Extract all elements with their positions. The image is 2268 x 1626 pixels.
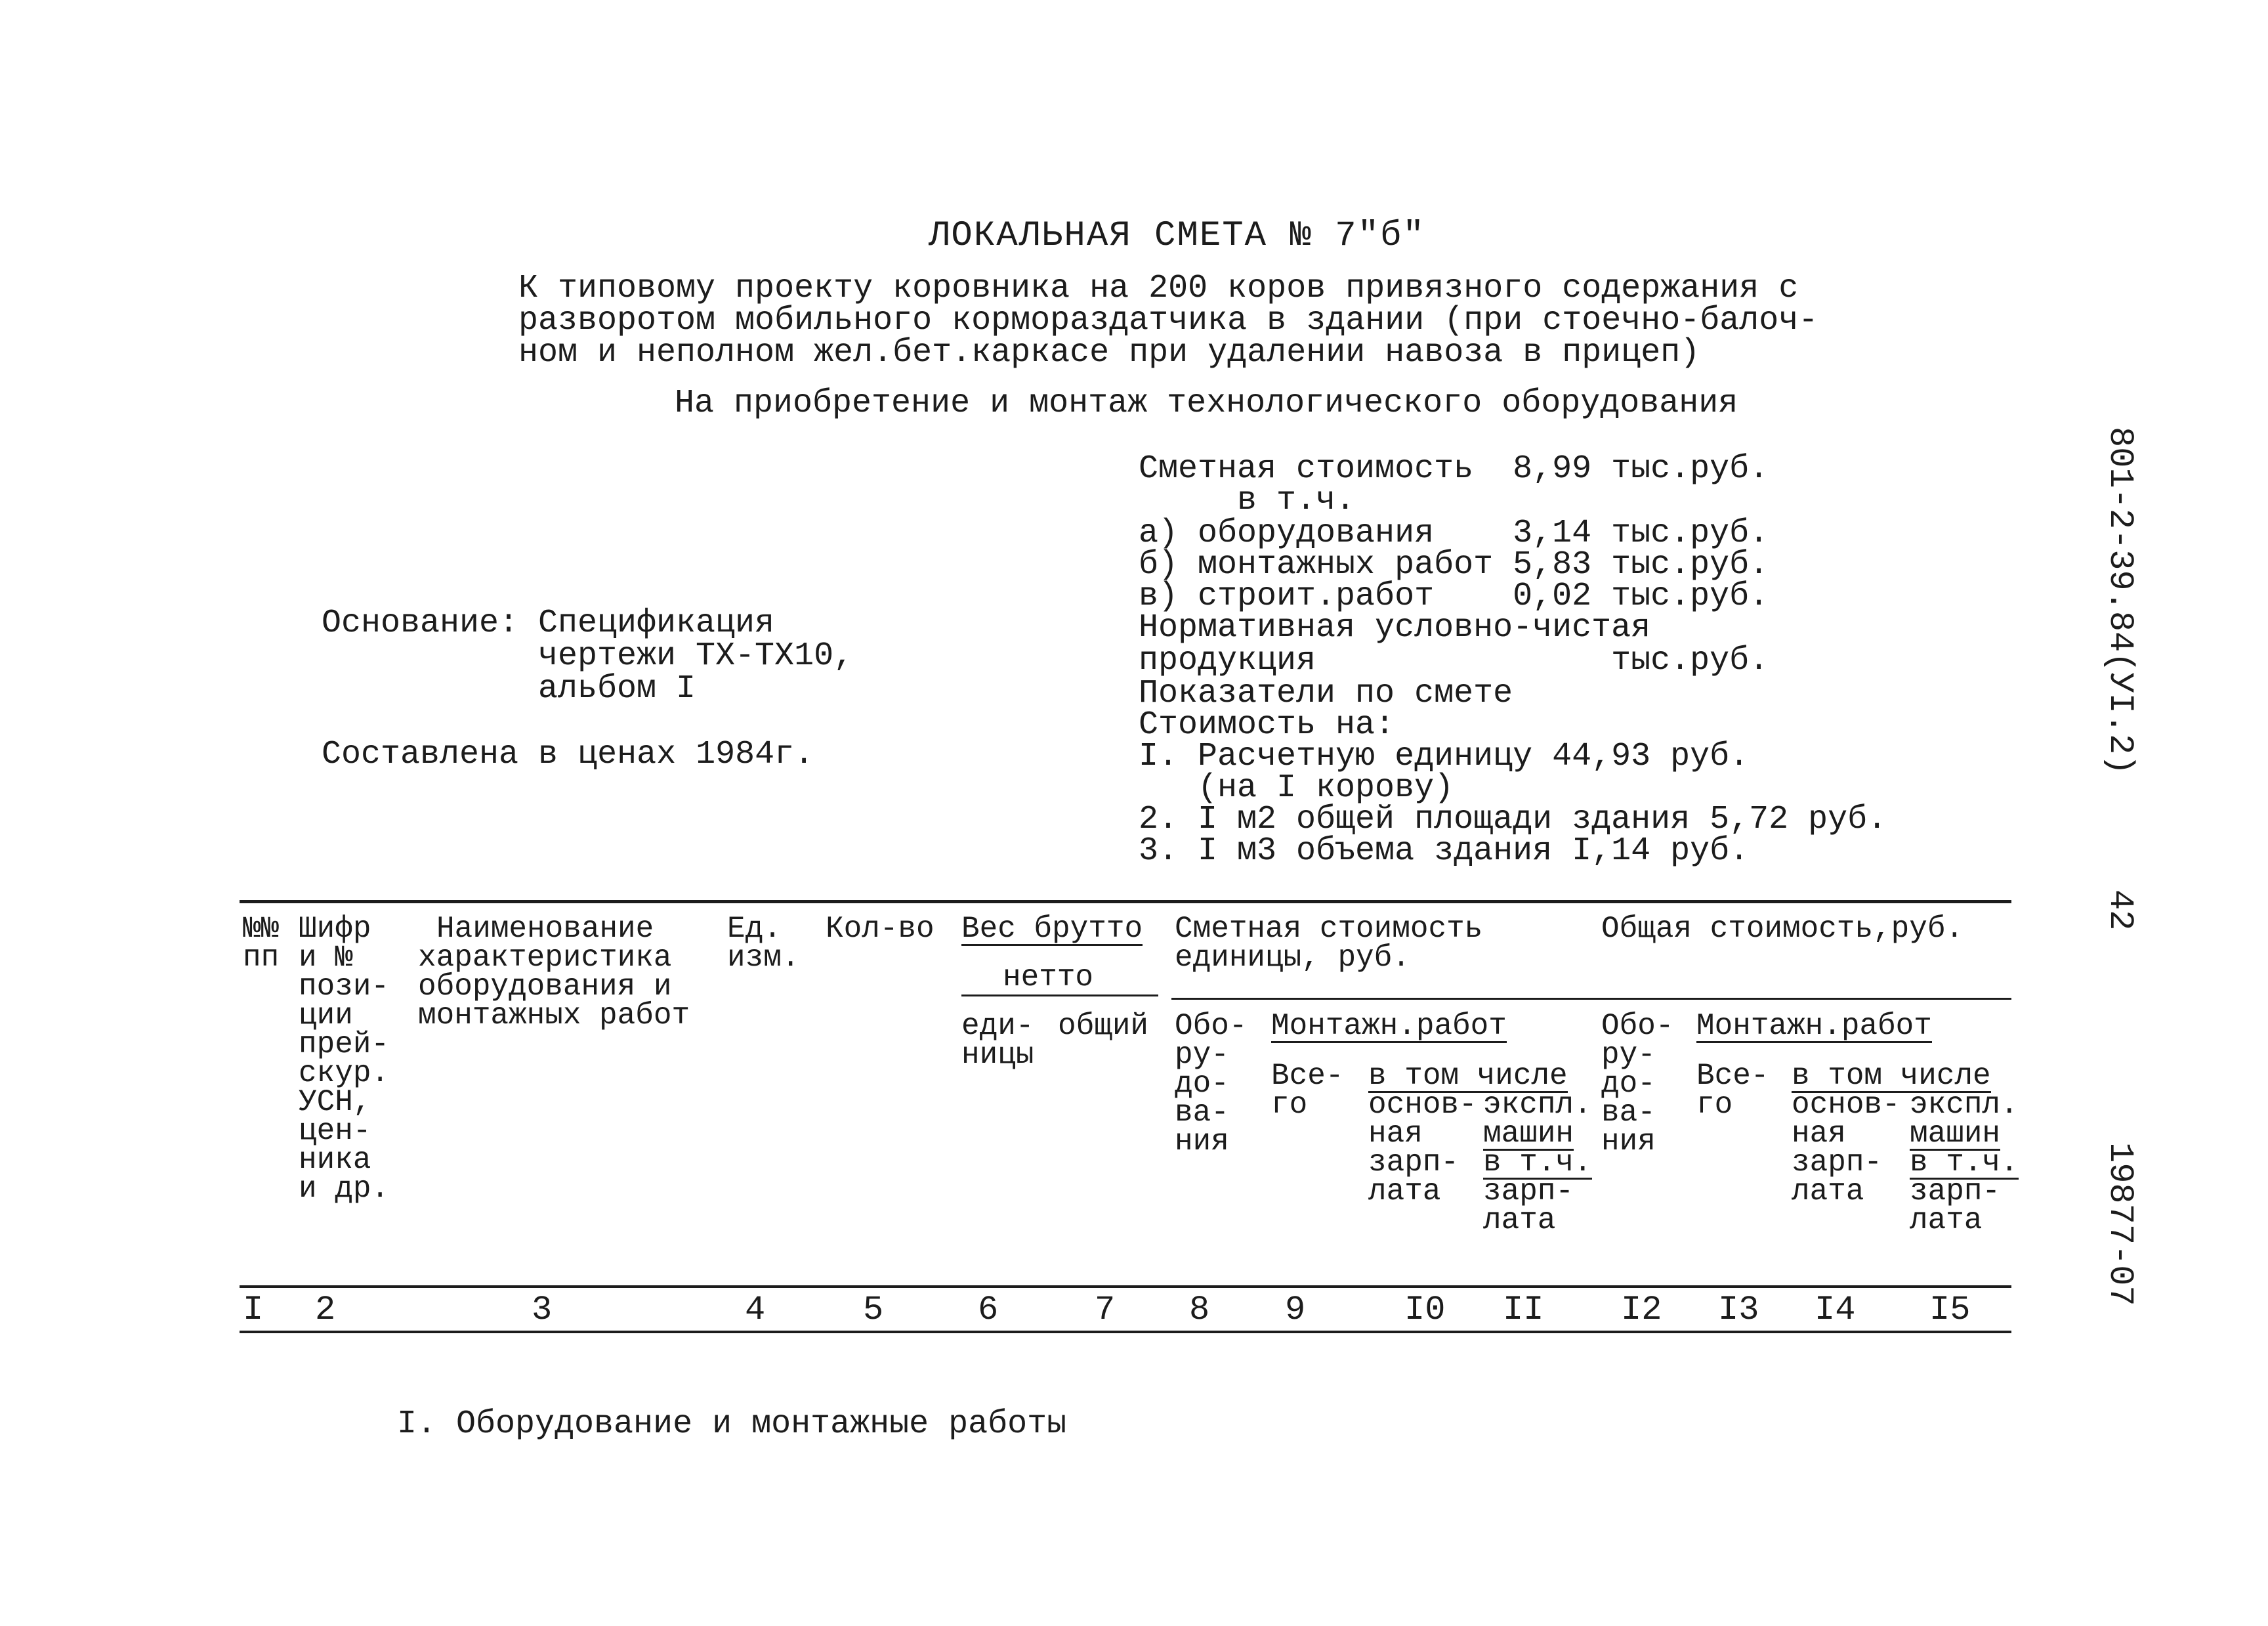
header-equipment-total: ва- [1601,1096,1656,1130]
header-col-code: и № [299,941,353,975]
header-col-name: оборудования и [418,970,672,1004]
header-equipment-total: Обо- [1601,1009,1674,1043]
header-bottom-rule [240,1285,2011,1288]
header-base-pay: зарп- [1368,1145,1460,1180]
cost-line: а) оборудования 3,14 тыс.руб. [1139,515,1769,552]
header-machines-2: в т.ч. [1910,1145,2019,1180]
header-weight-unit: ницы [961,1038,1034,1072]
header-weight-unit: еди- [961,1009,1034,1043]
header-total-cost: Общая стоимость,руб. [1601,912,1964,946]
document-title: ЛОКАЛЬНАЯ СМЕТА № 7"б" [929,216,1425,256]
header-base-pay: ная [1368,1117,1423,1151]
header-machines: экспл. [1483,1088,1592,1122]
header-col-code: Шифр [299,912,371,946]
header-base-pay-2: лата [1792,1174,1864,1209]
subtitle-line-1: К типовому проекту коровника на 200 коров привязного содержания с [518,270,1799,307]
basis-label: Основание: [322,605,519,642]
subtitle-line-3: ном и неполном жел.бет.каркасе при удалении навоза в прицеп) [518,334,1700,372]
basis-line: альбом I [538,670,696,708]
cost-line: Показатели по смете [1139,675,1513,712]
column-number: 3 [532,1291,553,1329]
header-machines: зарп- [1483,1174,1574,1209]
column-number: I0 [1404,1291,1446,1329]
header-col-code: ника [299,1143,371,1177]
numbers-bottom-rule [240,1331,2011,1333]
header-mounting-total: Монтажн.работ [1696,1009,1932,1043]
header-total-all: Все- [1271,1059,1344,1093]
header-col-code: пози- [299,970,390,1004]
header-machines-2: зарп- [1910,1174,2001,1209]
cost-line: в т.ч. [1139,482,1356,519]
header-total-all-2: го [1696,1088,1733,1122]
header-base-pay-2: основ- [1792,1088,1900,1122]
header-col-code: прей- [299,1027,390,1061]
header-col-qty: Кол-во [826,912,934,946]
cost-line: 3. I м3 объема здания I,14 руб. [1139,832,1750,870]
header-equipment-total: ру- [1601,1038,1656,1072]
column-number: 9 [1285,1291,1306,1329]
cost-line: 2. I м2 общей площади здания 5,72 руб. [1139,801,1887,838]
column-number: 2 [315,1291,336,1329]
cost-line: (на I корову) [1139,769,1454,807]
cost-line: Стоимость на: [1139,706,1395,744]
column-number: 5 [863,1291,884,1329]
header-col-code: УСН, [299,1085,371,1119]
header-mounting: Монтажн.работ [1271,1009,1507,1043]
header-base-pay-2: ная [1792,1117,1846,1151]
header-equipment: ва- [1175,1096,1229,1130]
project-code: 801-2-39.84(УI.2) [2101,427,2139,775]
header-machines-2: экспл. [1910,1088,2019,1122]
header-weight-gross: Вес брутто [961,912,1143,946]
header-col-code: ции [299,998,353,1033]
header-col-number: №№ [243,912,280,946]
header-total-all-2: Все- [1696,1059,1769,1093]
header-col-number: пп [243,941,280,975]
header-col-code: скур. [299,1056,390,1090]
header-equipment-total: до- [1601,1067,1656,1101]
header-base-pay: лата [1368,1174,1441,1209]
header-weight-total: общий [1058,1009,1149,1043]
header-total-all: го [1271,1088,1308,1122]
column-number: 6 [978,1291,999,1329]
header-incl: в том числе [1368,1059,1568,1093]
column-number: I2 [1621,1291,1662,1329]
header-col-name: монтажных работ [418,998,690,1033]
column-number: I3 [1718,1291,1759,1329]
header-equipment: ру- [1175,1038,1229,1072]
prices-note: Составлена в ценах 1984г. [322,736,814,773]
column-number: I4 [1815,1291,1856,1329]
header-equipment: Обо- [1175,1009,1248,1043]
header-col-name: характеристика [418,941,672,975]
header-col-code: цен- [299,1114,371,1148]
header-machines: машин [1483,1117,1574,1151]
column-number: 4 [745,1291,766,1329]
sheet-number: 19877-07 [2101,1142,2139,1306]
header-subrule [1171,998,2011,1000]
header-unit-cost: Сметная стоимость [1175,912,1483,946]
weight-divider [961,995,1158,996]
header-col-unit: Ед. [727,912,782,946]
header-base-pay-2: зарп- [1792,1145,1883,1180]
cost-line: I. Расчетную единицу 44,93 руб. [1139,738,1750,775]
header-col-unit: изм. [727,941,800,975]
header-unit-cost: единицы, руб. [1175,941,1410,975]
table-top-rule [240,900,2011,903]
column-number: I [243,1291,264,1329]
column-number: 8 [1189,1291,1210,1329]
cost-line: в) строит.работ 0,02 тыс.руб. [1139,578,1769,615]
cost-line: б) монтажных работ 5,83 тыс.руб. [1139,546,1769,584]
subtitle-line-2: разворотом мобильного кормораздатчика в здании (при стоечно-балоч- [518,302,1818,339]
header-machines: лата [1483,1203,1556,1237]
basis-line: Спецификация [538,605,775,642]
column-number: 7 [1095,1291,1116,1329]
header-incl-2: в том числе [1792,1059,1991,1093]
header-weight-net: нетто [1003,960,1094,995]
basis-line: чертежи ТХ-ТХ10, [538,637,854,675]
column-number: II [1503,1291,1544,1329]
header-equipment: ния [1175,1124,1229,1159]
cost-line: Сметная стоимость 8,99 тыс.руб. [1139,450,1769,488]
page-number: 42 [2101,889,2139,931]
purpose-line: На приобретение и монтаж технологического оборудования [675,385,1738,422]
cost-line: Нормативная условно-чистая [1139,609,1651,647]
header-machines-2: лата [1910,1203,1983,1237]
header-equipment: до- [1175,1067,1229,1101]
header-base-pay: основ- [1368,1088,1477,1122]
header-machines: в т.ч. [1483,1145,1592,1180]
column-number: I5 [1929,1291,1971,1329]
header-col-name: Наименование [436,912,654,946]
header-equipment-total: ния [1601,1124,1656,1159]
header-machines-2: машин [1910,1117,2001,1151]
header-col-code: и др. [299,1172,390,1206]
cost-line: продукция тыс.руб. [1139,642,1769,679]
section-heading: I. Оборудование и монтажные работы [397,1405,1067,1443]
